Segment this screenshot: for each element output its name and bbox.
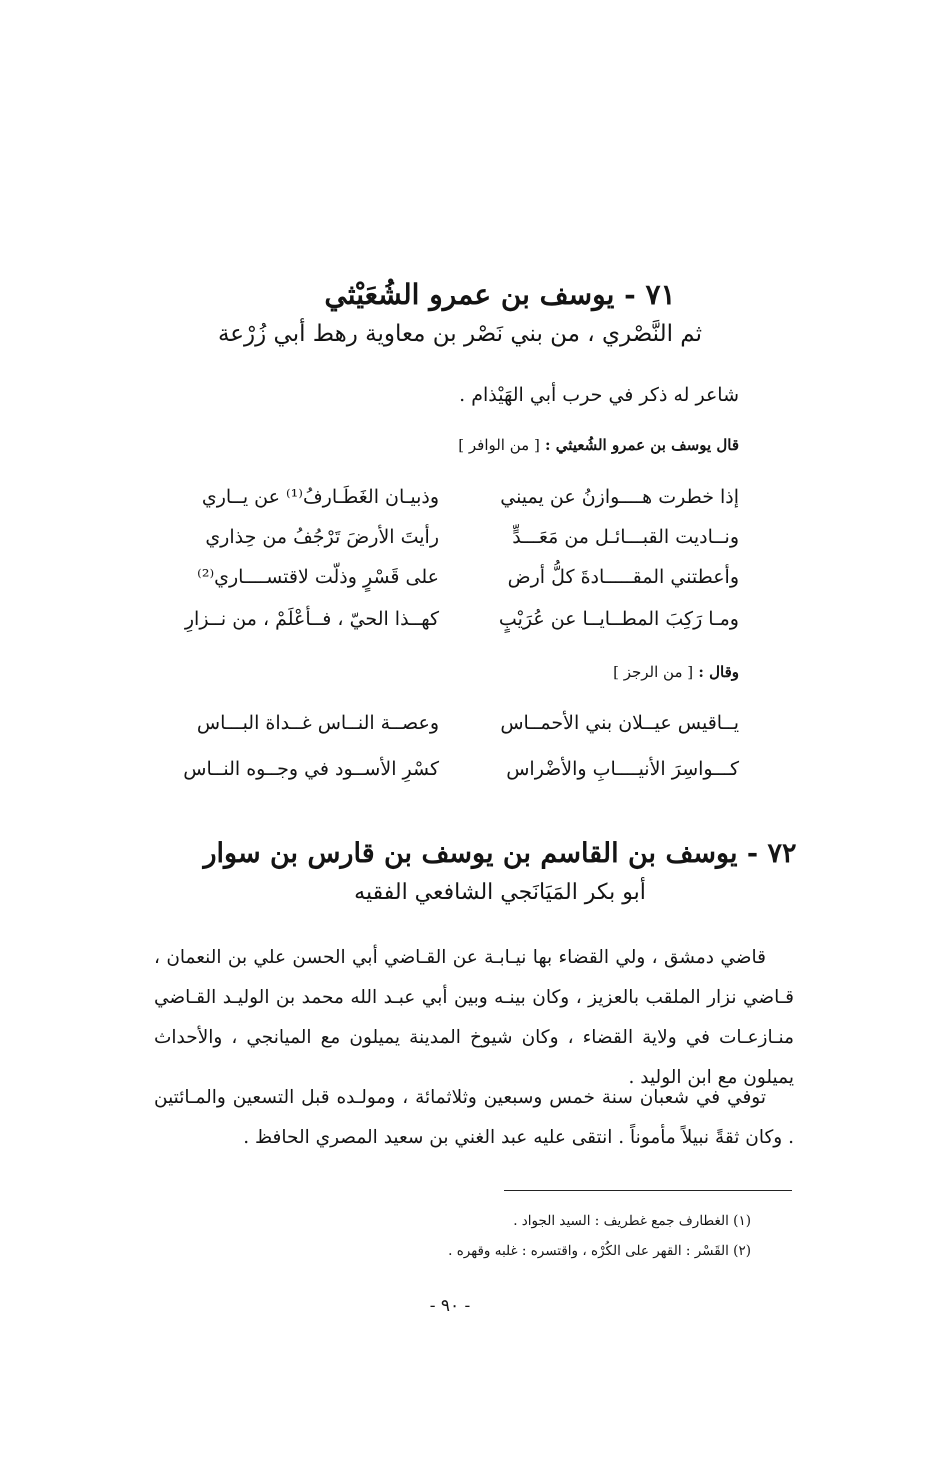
verse-first-hemistich: إذا خطرت هــــوازنُ عن يميني <box>500 486 739 508</box>
verse-second-hemistich: وعصــة النــاس غــداة البـــاس <box>196 712 439 734</box>
verse-second-hemistich: على قَسْرٍ وذلّت لاقتســــاري⁽²⁾ <box>197 566 439 588</box>
verse-first-hemistich: ونــاديت القبـــائـل من مَعَـــدٍّ <box>512 526 739 548</box>
entry-71-title: ٧١ - يوسف بن عمرو الشُعَيْثي <box>324 278 676 311</box>
verse-second-hemistich: وذبيـان الغَطَـارفُ⁽¹⁾ عن يــاري <box>201 486 439 508</box>
verse-line <box>149 566 739 606</box>
poem-2-attribution <box>613 663 739 681</box>
entry-72-paragraph-2: توفي في شعبان سنة خمس وسبعين وثلاثمائة ، ومولـده قبل التسعين والمـائتين . وكان ثقةً نبيلاً مأموناً . انتقى عليه عبد الغني بن سعيد المصري الحافظ . <box>154 1087 794 1148</box>
entry-72-subtitle: أبو بكر المَيَانَجي الشافعي الفقيه <box>354 880 646 905</box>
verse-first-hemistich: يــاقيس عيــلان بني الأحمــاس <box>500 712 739 734</box>
verse-line <box>149 526 739 566</box>
verse-line <box>149 608 739 648</box>
page-number: - ٩٠ - <box>429 1296 471 1316</box>
poem-2-qala: وقال : <box>698 663 739 681</box>
entry-72-paragraph-1: قاضي دمشق ، ولي القضاء بها نيـابـة عن القـاضي أبي الحسن علي بن النعمان ، قـاضي نزار الملقب بالعزيز ، وكان بينـه وبين أبي عبـد الله محمد بن الوليـد القـاضي منـازعـات في ولاية القضاء ، وكان شيوخ المدينة يميلون مع الميانجي ، والأحداث يميلون مع ابن الوليد . <box>154 947 794 1088</box>
poem-2-meter: [ من الرجز ] <box>613 663 694 681</box>
entry-72-title: ٧٢ - يوسف بن القاسم بن يوسف بن قارس بن سوار <box>203 838 797 869</box>
footnote-2: (٢) القَسْر : القهر على الكُرْه ، واقتسره : غلبه وقهره . <box>448 1243 751 1259</box>
verse-first-hemistich: كـــواسِرَ الأنيــــابِ والأضْراس <box>506 758 739 780</box>
verse-line <box>149 712 739 752</box>
verse-line <box>149 758 739 798</box>
poem-1-attribution <box>458 436 739 454</box>
verse-second-hemistich: كسْرِ الأســود في وجــوه النــاس <box>183 758 439 780</box>
verse-second-hemistich: كهــذا الحيّ ، فــأعْلَمْ ، من نــزارِ <box>184 608 439 630</box>
entry-71-subtitle: ثم النَّصْري ، من بني نَصْر بن معاوية رهط أبي زُرْعة <box>217 321 703 347</box>
footnote-1: (١) الغطارف جمع غطريف : السيد الجواد . <box>513 1213 751 1229</box>
verse-line <box>149 486 739 526</box>
poem-1-qala: قال يوسف بن عمرو الشُعيثي : <box>545 436 739 454</box>
verse-second-hemistich: رأيتَ الأرضَ تَرْجُفُ من حِذاري <box>205 526 439 548</box>
entry-71-intro: شاعر له ذكر في حرب أبي الهَيْذام . <box>459 384 739 406</box>
verse-first-hemistich: وأعطتني المقـــــادةَ كلُّ أرض <box>507 566 739 588</box>
footnote-divider <box>504 1190 792 1191</box>
verse-first-hemistich: ومـا رَكِبَ المطــايــا عن عُرَيْبٍ <box>498 608 739 630</box>
poem-1-meter: [ من الوافر ] <box>458 436 540 454</box>
